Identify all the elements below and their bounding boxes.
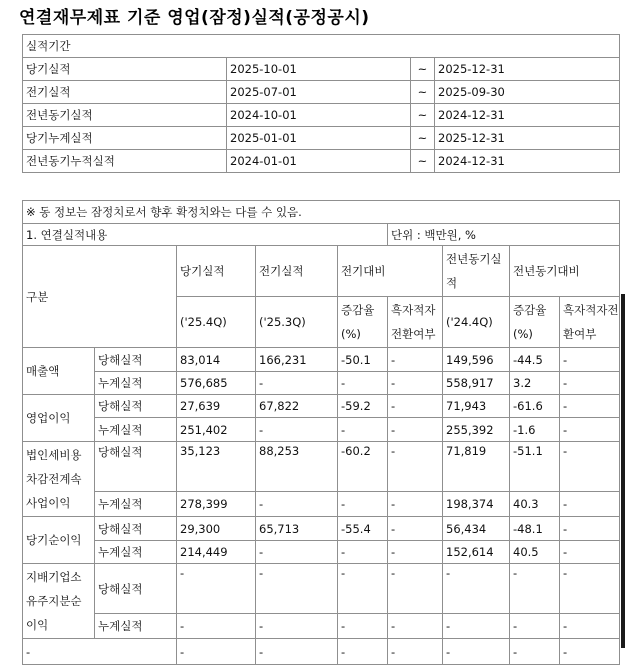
row-type: 누계실적 bbox=[95, 418, 177, 442]
turnaround-1: - bbox=[388, 564, 443, 614]
change-rate-2: -48.1 bbox=[510, 517, 560, 541]
change-rate-1: - bbox=[338, 418, 388, 442]
period-from: 2024-10-01 bbox=[227, 104, 411, 127]
period-label: 전년동기실적 bbox=[23, 104, 227, 127]
table-row bbox=[23, 348, 620, 372]
previous-value: 88,253 bbox=[256, 442, 338, 492]
change-rate-2: - bbox=[510, 564, 560, 614]
period-to: 2025-12-31 bbox=[435, 127, 620, 150]
header-current-period: ('25.4Q) bbox=[177, 297, 256, 348]
turnaround-2: - bbox=[560, 492, 620, 517]
results-table bbox=[22, 200, 620, 665]
header-row-1 bbox=[23, 246, 620, 297]
header-prior-year: 전년동기실적 bbox=[443, 246, 510, 297]
period-to: 2025-09-30 bbox=[435, 81, 620, 104]
header-current: 당기실적 bbox=[177, 246, 256, 297]
last-row-cell: - bbox=[388, 639, 443, 665]
current-value: 251,402 bbox=[177, 418, 256, 442]
period-to: 2025-12-31 bbox=[435, 58, 620, 81]
table-row bbox=[23, 564, 620, 614]
header-prior-year-period: ('24.4Q) bbox=[443, 297, 510, 348]
row-type: 당해실적 bbox=[95, 442, 177, 492]
section-row bbox=[23, 224, 620, 246]
period-tilde: ~ bbox=[411, 58, 435, 81]
change-rate-2: -61.6 bbox=[510, 395, 560, 418]
change-rate-1: -59.2 bbox=[338, 395, 388, 418]
current-value: 29,300 bbox=[177, 517, 256, 541]
last-row-cell: - bbox=[338, 639, 388, 665]
scrollbar[interactable] bbox=[621, 294, 625, 648]
period-from: 2025-07-01 bbox=[227, 81, 411, 104]
period-to: 2024-12-31 bbox=[435, 150, 620, 173]
prior-year-value: 198,374 bbox=[443, 492, 510, 517]
notice-text: ※ 동 정보는 잠정치로서 향후 확정치와는 다를 수 있음. bbox=[23, 201, 620, 224]
unit-label: 단위 : 백만원, % bbox=[388, 224, 620, 246]
period-tilde: ~ bbox=[411, 81, 435, 104]
last-row-cell: - bbox=[443, 639, 510, 665]
header-turnaround: 흑자적자전환여부 bbox=[388, 297, 443, 348]
item-label: 매출액 bbox=[23, 348, 95, 395]
period-header-row bbox=[23, 35, 620, 58]
change-rate-2: 40.5 bbox=[510, 541, 560, 564]
turnaround-1: - bbox=[388, 517, 443, 541]
turnaround-1: - bbox=[388, 614, 443, 639]
change-rate-1: - bbox=[338, 614, 388, 639]
prior-year-value: 71,819 bbox=[443, 442, 510, 492]
previous-value: - bbox=[256, 541, 338, 564]
period-row bbox=[23, 104, 620, 127]
table-row bbox=[23, 395, 620, 418]
change-rate-2: - bbox=[510, 614, 560, 639]
turnaround-2: - bbox=[560, 418, 620, 442]
row-type: 당해실적 bbox=[95, 564, 177, 614]
notice-row bbox=[23, 201, 620, 224]
turnaround-1: - bbox=[388, 418, 443, 442]
current-value: 214,449 bbox=[177, 541, 256, 564]
header-previous: 전기실적 bbox=[256, 246, 338, 297]
prior-year-value: 71,943 bbox=[443, 395, 510, 418]
row-type: 누계실적 bbox=[95, 541, 177, 564]
last-row-cell: - bbox=[256, 639, 338, 665]
change-rate-1: - bbox=[338, 492, 388, 517]
period-label: 당기실적 bbox=[23, 58, 227, 81]
last-row-label: - bbox=[23, 639, 177, 665]
change-rate-1: - bbox=[338, 372, 388, 395]
table-row bbox=[23, 492, 620, 517]
change-rate-1: -60.2 bbox=[338, 442, 388, 492]
previous-value: - bbox=[256, 492, 338, 517]
turnaround-2: - bbox=[560, 442, 620, 492]
period-from: 2024-01-01 bbox=[227, 150, 411, 173]
period-row bbox=[23, 150, 620, 173]
change-rate-1: - bbox=[338, 541, 388, 564]
period-label: 당기누계실적 bbox=[23, 127, 227, 150]
row-type: 당해실적 bbox=[95, 395, 177, 418]
header-vs-previous: 전기대비 bbox=[338, 246, 443, 297]
turnaround-2: - bbox=[560, 348, 620, 372]
turnaround-2: - bbox=[560, 541, 620, 564]
change-rate-1: - bbox=[338, 564, 388, 614]
turnaround-2: - bbox=[560, 564, 620, 614]
current-value: - bbox=[177, 564, 256, 614]
table-row bbox=[23, 639, 620, 665]
current-value: 35,123 bbox=[177, 442, 256, 492]
turnaround-1: - bbox=[388, 395, 443, 418]
change-rate-2: -51.1 bbox=[510, 442, 560, 492]
period-header: 실적기간 bbox=[23, 35, 620, 58]
change-rate-2: 40.3 bbox=[510, 492, 560, 517]
period-row bbox=[23, 81, 620, 104]
period-tilde: ~ bbox=[411, 127, 435, 150]
row-type: 누계실적 bbox=[95, 372, 177, 395]
item-label: 당기순이익 bbox=[23, 517, 95, 564]
period-tilde: ~ bbox=[411, 104, 435, 127]
prior-year-value: 255,392 bbox=[443, 418, 510, 442]
turnaround-1: - bbox=[388, 348, 443, 372]
current-value: 27,639 bbox=[177, 395, 256, 418]
prior-year-value: - bbox=[443, 614, 510, 639]
turnaround-1: - bbox=[388, 372, 443, 395]
current-value: 278,399 bbox=[177, 492, 256, 517]
row-type: 누계실적 bbox=[95, 492, 177, 517]
previous-value: - bbox=[256, 372, 338, 395]
header-turnaround-2: 흑자적자전환여부 bbox=[560, 297, 620, 348]
page-title: 연결재무제표 기준 영업(잠정)실적(공정공시) bbox=[19, 8, 370, 28]
turnaround-2: - bbox=[560, 372, 620, 395]
period-from: 2025-10-01 bbox=[227, 58, 411, 81]
current-value: - bbox=[177, 614, 256, 639]
change-rate-1: -55.4 bbox=[338, 517, 388, 541]
period-tilde: ~ bbox=[411, 150, 435, 173]
period-label: 전년동기누적실적 bbox=[23, 150, 227, 173]
header-vs-prior-year: 전년동기대비 bbox=[510, 246, 620, 297]
last-row-cell: - bbox=[177, 639, 256, 665]
period-row bbox=[23, 127, 620, 150]
turnaround-2: - bbox=[560, 395, 620, 418]
last-row-cell: - bbox=[560, 639, 620, 665]
header-previous-period: ('25.3Q) bbox=[256, 297, 338, 348]
row-type: 당해실적 bbox=[95, 517, 177, 541]
change-rate-2: -44.5 bbox=[510, 348, 560, 372]
previous-value: 166,231 bbox=[256, 348, 338, 372]
prior-year-value: 152,614 bbox=[443, 541, 510, 564]
table-row bbox=[23, 614, 620, 639]
turnaround-2: - bbox=[560, 517, 620, 541]
turnaround-1: - bbox=[388, 492, 443, 517]
section-title: 1. 연결실적내용 bbox=[23, 224, 388, 246]
item-label: 지배기업소유주지분순이익 bbox=[23, 564, 95, 639]
row-type: 당해실적 bbox=[95, 348, 177, 372]
previous-value: - bbox=[256, 564, 338, 614]
item-label: 법인세비용차감전계속사업이익 bbox=[23, 442, 95, 517]
period-from: 2025-01-01 bbox=[227, 127, 411, 150]
period-table bbox=[22, 34, 620, 173]
period-row bbox=[23, 58, 620, 81]
prior-year-value: - bbox=[443, 564, 510, 614]
table-row bbox=[23, 442, 620, 492]
last-row-cell: - bbox=[510, 639, 560, 665]
turnaround-1: - bbox=[388, 541, 443, 564]
previous-value: 67,822 bbox=[256, 395, 338, 418]
previous-value: 65,713 bbox=[256, 517, 338, 541]
header-category: 구분 bbox=[23, 246, 177, 348]
header-change-rate-2: 증감율(%) bbox=[510, 297, 560, 348]
current-value: 576,685 bbox=[177, 372, 256, 395]
prior-year-value: 558,917 bbox=[443, 372, 510, 395]
turnaround-2: - bbox=[560, 614, 620, 639]
previous-value: - bbox=[256, 614, 338, 639]
prior-year-value: 149,596 bbox=[443, 348, 510, 372]
table-row bbox=[23, 418, 620, 442]
table-row bbox=[23, 541, 620, 564]
current-value: 83,014 bbox=[177, 348, 256, 372]
change-rate-2: 3.2 bbox=[510, 372, 560, 395]
change-rate-2: -1.6 bbox=[510, 418, 560, 442]
prior-year-value: 56,434 bbox=[443, 517, 510, 541]
period-label: 전기실적 bbox=[23, 81, 227, 104]
turnaround-1: - bbox=[388, 442, 443, 492]
previous-value: - bbox=[256, 418, 338, 442]
change-rate-1: -50.1 bbox=[338, 348, 388, 372]
table-row bbox=[23, 372, 620, 395]
table-row bbox=[23, 517, 620, 541]
row-type: 누계실적 bbox=[95, 614, 177, 639]
header-change-rate: 증감율(%) bbox=[338, 297, 388, 348]
item-label: 영업이익 bbox=[23, 395, 95, 442]
period-to: 2024-12-31 bbox=[435, 104, 620, 127]
